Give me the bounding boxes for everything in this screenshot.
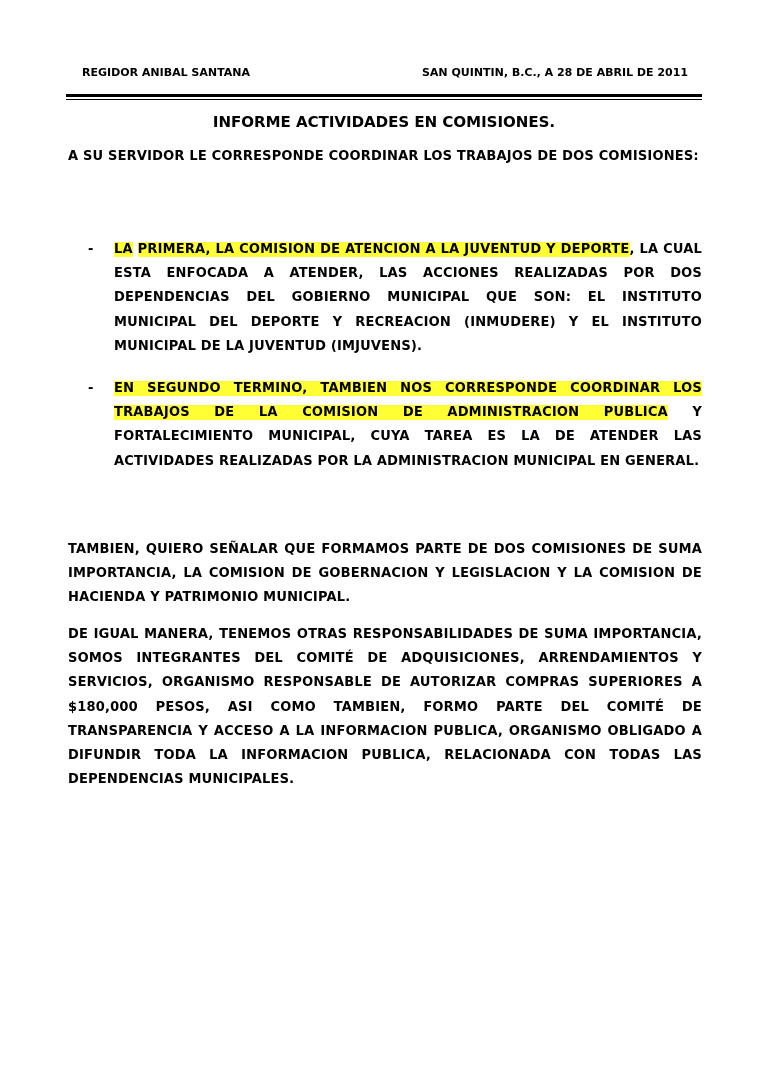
intro-paragraph: A SU SERVIDOR LE CORRESPONDE COORDINAR LOS TRABAJOS DE DOS COMISIONES: <box>68 149 699 164</box>
bullet-1-space <box>133 242 138 257</box>
bullet-2-text: Y FORTALECIMIENTO MUNICIPAL, CUYA TAREA ES LA DE ATENDER LAS ACTIVIDADES REALIZADAS POR LA ADMINISTRACION MUNICIPAL EN GENERAL. <box>114 405 702 469</box>
bullet-2-highlight: EN SEGUNDO TERMINO, TAMBIEN NOS CORRESPONDE COORDINAR LOS TRABAJOS DE LA COMISION DE ADMINISTRACION PUBLICA <box>114 381 702 421</box>
page-header <box>66 62 702 84</box>
header-rule-thick <box>66 94 702 97</box>
bullet-dash-1: - <box>88 242 94 257</box>
paragraph-comisiones: TAMBIEN, QUIERO SEÑALAR QUE FORMAMOS PARTE DE DOS COMISIONES DE SUMA IMPORTANCIA, LA COMISION DE GOBERNACION Y LEGISLACION Y LA COMISION DE HACIENDA Y PATRIMONIO MUNICIPAL. <box>68 542 702 606</box>
header-place-date: SAN QUINTIN, B.C., A 28 DE ABRIL DE 2011 <box>421 66 688 79</box>
bullet-1-text: , LA CUAL ESTA ENFOCADA A ATENDER, LAS ACCIONES REALIZADAS POR DOS DEPENDENCIAS DEL GOBIERNO MUNICIPAL QUE SON: EL INSTITUTO MUNICIPAL DEL DEPORTE Y RECREACION (INMUDERE) Y EL INSTITUTO MUNICIPAL DE LA JUVENTUD (IMJUVENS). <box>114 242 702 354</box>
bullet-dash-2: - <box>88 381 94 396</box>
bullet-item-2 <box>114 377 702 474</box>
header-author: REGIDOR ANIBAL SANTANA <box>82 66 250 79</box>
bullet-1-highlight-b: PRIMERA, LA COMISION DE ATENCION A LA JUVENTUD Y DEPORTE <box>137 242 630 257</box>
bullet-1-highlight-a: LA <box>114 242 133 257</box>
paragraph-responsabilidades: DE IGUAL MANERA, TENEMOS OTRAS RESPONSABILIDADES DE SUMA IMPORTANCIA, SOMOS INTEGRANTES DEL COMITÉ DE ADQUISICIONES, ARRENDAMIENTOS Y SERVICIOS, ORGANISMO RESPONSABLE DE AUTORIZAR COMPRAS SUPERIORES A $180,000 PESOS, ASI COMO TAMBIEN, FORMO PARTE DEL COMITÉ DE TRANSPARENCIA Y ACCESO A LA INFORMACION PUBLICA, ORGANISMO OBLIGADO A DIFUNDIR TODA LA INFORMACION PUBLICA, RELACIONADA CON TODAS LAS DEPENDENCIAS MUNICIPALES. <box>68 627 702 788</box>
document-title: INFORME ACTIVIDADES EN COMISIONES. <box>212 113 556 131</box>
header-rule-thin <box>66 99 702 100</box>
bullet-item-1 <box>114 238 702 359</box>
